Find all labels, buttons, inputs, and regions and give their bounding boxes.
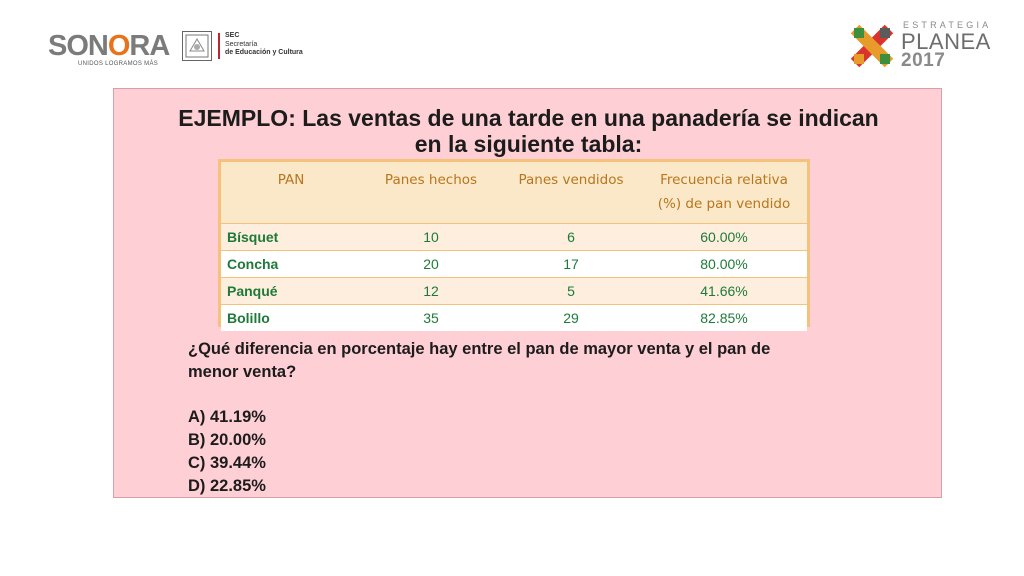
planea-cross-icon: [846, 20, 898, 72]
option-c: C) 39.44%: [188, 454, 266, 472]
slide-title: EJEMPLO: Las ventas de una tarde en una panadería se indican en la siguiente tabla:: [178, 105, 879, 157]
col-header-sold: Panes vendidos: [501, 162, 641, 224]
table-row: [221, 251, 807, 278]
content-panel: [113, 88, 942, 498]
planea-strategy-label: ESTRATEGIA: [903, 20, 992, 30]
cell-frequency: 80.00%: [641, 251, 807, 278]
answer-options: [188, 406, 266, 498]
question-text: ¿Qué diferencia en porcentaje hay entre el pan de mayor venta y el pan de menor venta?: [188, 340, 771, 381]
option-d: D) 22.85%: [188, 477, 266, 495]
sonora-logo: [48, 30, 176, 70]
sec-divider: [218, 33, 220, 59]
cell-bread: Bísquet: [221, 224, 361, 251]
cell-sold: 5: [501, 278, 641, 305]
col-header-frequency: Frecuencia relativa (%) de pan vendido: [641, 162, 807, 224]
table-row: [221, 305, 807, 332]
sec-logo: [182, 31, 312, 67]
cell-frequency: 60.00%: [641, 224, 807, 251]
cell-sold: 6: [501, 224, 641, 251]
cell-frequency: 82.85%: [641, 305, 807, 332]
sec-text: SEC Secretaría de Educación y Cultura: [225, 32, 303, 56]
cell-made: 20: [361, 251, 501, 278]
col-header-made: Panes hechos: [361, 162, 501, 224]
planea-year: 2017: [901, 50, 946, 71]
table-row: [221, 278, 807, 305]
sales-table-frame: [218, 159, 810, 327]
planea-logo: [846, 18, 992, 76]
cell-bread: Bolillo: [221, 305, 361, 332]
option-b: B) 20.00%: [188, 431, 266, 449]
cell-made: 35: [361, 305, 501, 332]
col-header-pan: PAN: [221, 162, 361, 224]
table-header-row: [221, 162, 807, 224]
cell-bread: Concha: [221, 251, 361, 278]
cell-sold: 17: [501, 251, 641, 278]
cell-bread: Panqué: [221, 278, 361, 305]
sec-seal-icon: [182, 31, 212, 61]
cell-made: 10: [361, 224, 501, 251]
cell-made: 12: [361, 278, 501, 305]
cell-sold: 29: [501, 305, 641, 332]
option-a: A) 41.19%: [188, 408, 266, 426]
table-row: [221, 224, 807, 251]
planea-wordmark: PLANEA: [901, 29, 991, 54]
sonora-tagline: UNIDOS LOGRAMOS MÁS: [78, 61, 159, 67]
sales-table: [221, 162, 807, 331]
cell-frequency: 41.66%: [641, 278, 807, 305]
sonora-wordmark: SONORA: [48, 30, 170, 62]
